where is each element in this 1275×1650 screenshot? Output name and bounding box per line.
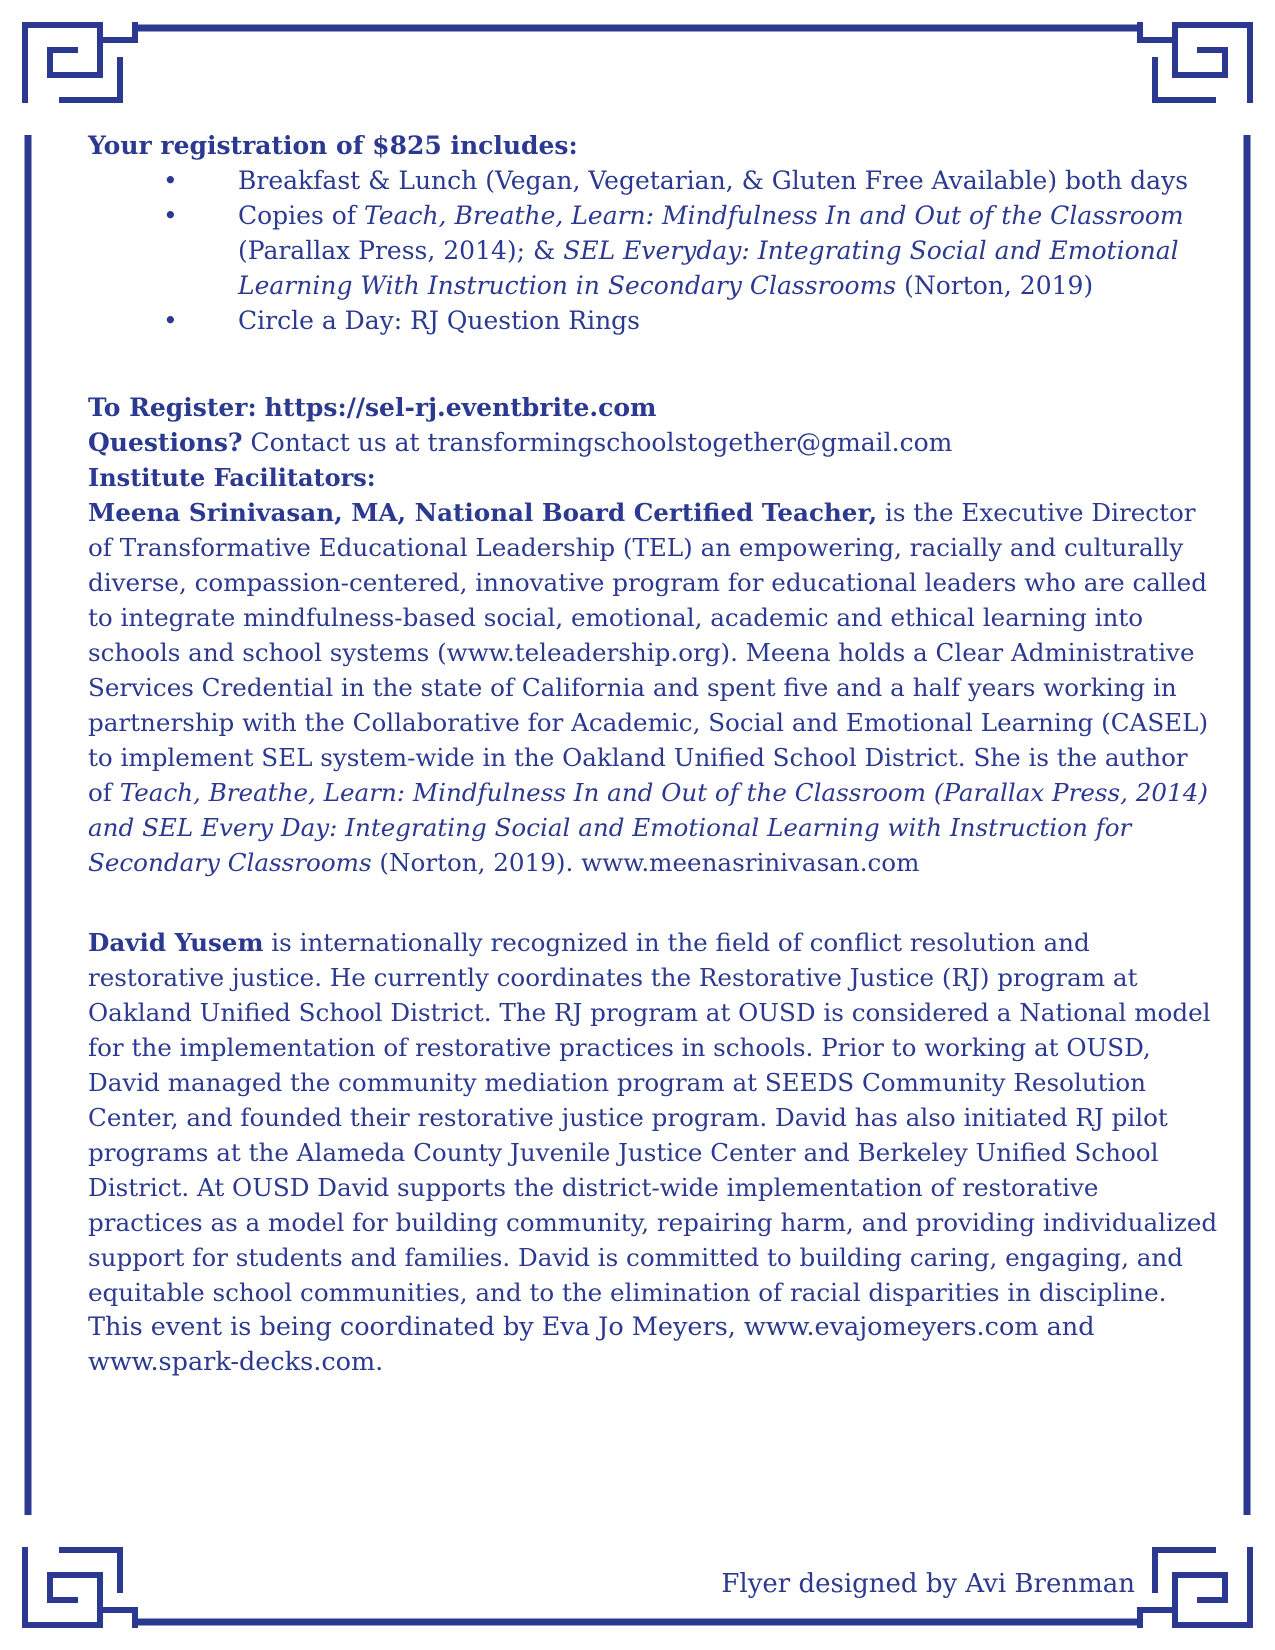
item-text: Circle a Day: RJ Question Rings	[238, 306, 641, 335]
bullet-icon: •	[163, 166, 178, 195]
facilitator-bio-meena	[88, 495, 1218, 880]
flyer-content	[88, 128, 1218, 1380]
bio-books: Teach, Breathe, Learn: Mindfulness In and Out of the Classroom (Parallax Press, 2014) and SEL Every Day: Integrating Social and Emotional Learning with Instruction for Secondary Classrooms	[88, 778, 1208, 877]
register-line	[88, 390, 1218, 425]
registration-info	[88, 390, 1218, 460]
list-item	[88, 163, 1238, 198]
register-link[interactable]: https://sel-rj.eventbrite.com	[264, 393, 657, 422]
register-label: To Register:	[88, 393, 257, 422]
bio-text: (Norton, 2019). www.meenasrinivasan.com	[371, 848, 920, 877]
list-item	[88, 198, 1238, 303]
corner-ornament-top-left	[25, 25, 135, 100]
flyer-credit: Flyer designed by Avi Brenman	[721, 1569, 1135, 1599]
bio-text: is the Executive Director of Transformative Educational Leadership (TEL) an empowering, racially and culturally diverse, compassion-centered, innovative program for educational leaders who are called to integrate mindfulness-based social, emotional, academic and ethical learning into schools and school systems (www.teleadership.org). Meena holds a Clear Administrative Services Credential in the state of California and spent five and a half years working in partnership with the Collaborative for Academic, Social and Emotional Learning (CASEL) to implement SEL system-wide in the Oakland Unified School District. She is the author of	[88, 498, 1209, 807]
coordinator-note: This event is being coordinated by Eva Jo Meyers, www.evajomeyers.com and www.spark-decks.com.	[88, 1312, 1095, 1377]
bullet-icon: •	[163, 201, 178, 230]
list-item	[88, 303, 1238, 338]
item-text: Breakfast & Lunch (Vegan, Vegetarian, & Gluten Free Available) both days	[238, 166, 1189, 195]
registration-list	[88, 163, 1218, 338]
bio-text: is internationally recognized in the field of conflict resolution and restorative justice. He currently coordinates the Restorative Justice (RJ) program at Oakland Unified School District. The RJ program at OUSD is considered a National model for the implementation of restorative practices in schools. Prior to working at OUSD, David managed the community mediation program at SEEDS Community Resolution Center, and founded their restorative justice program. David has also initiated RJ pilot programs at the Alameda County Juvenile Justice Center and Berkeley Unified School District. At OUSD David supports the district-wide implementation of restorative practices as a model for building community, repairing harm, and providing individualized support for students and families. David is committed to building caring, engaging, and equitable school communities, and to the elimination of racial disparities in discipline.	[88, 928, 1218, 1307]
book-title: SEL Everyday: Integrating Social and Emotional Learning With Instruction in Secondary Classrooms	[238, 236, 1179, 300]
corner-ornament-top-right	[1140, 25, 1250, 100]
bullet-icon: •	[163, 306, 178, 335]
item-text: Copies of	[238, 201, 365, 230]
questions-label: Questions?	[88, 428, 243, 457]
item-text: (Norton, 2019)	[896, 271, 1094, 300]
questions-line	[88, 425, 1218, 460]
facilitators-heading: Institute Facilitators:	[88, 463, 376, 492]
facilitator-bio-david	[88, 925, 1218, 1310]
facilitator-name: Meena Srinivasan, MA, National Board Certified Teacher,	[88, 498, 878, 527]
facilitator-name: David Yusem	[88, 928, 264, 957]
questions-contact[interactable]: Contact us at transformingschoolstogether@gmail.com	[250, 428, 953, 457]
item-text: (Parallax Press, 2014); &	[238, 236, 564, 265]
registration-heading: Your registration of $825 includes:	[88, 131, 578, 160]
book-title: Teach, Breathe, Learn: Mindfulness In and Out of the Classroom	[364, 201, 1184, 230]
corner-ornament-bottom-right	[1140, 1550, 1250, 1625]
corner-ornament-bottom-left	[25, 1550, 135, 1625]
